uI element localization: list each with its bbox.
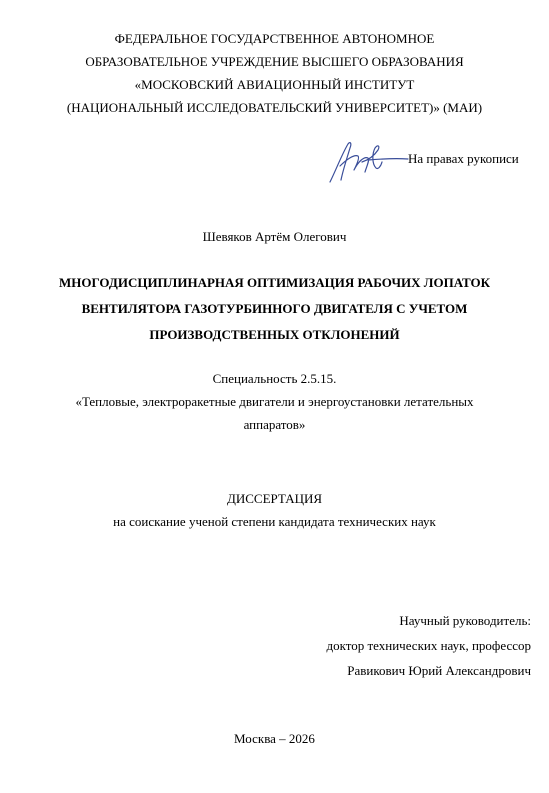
- manuscript-note: На правах рукописи: [408, 151, 519, 166]
- city-year-text: Москва – 2026: [234, 731, 315, 746]
- dissertation-heading: ДИССЕРТАЦИЯ: [226, 491, 323, 506]
- supervisor-role: Научный руководитель:: [399, 613, 531, 628]
- author-name: [0, 225, 549, 248]
- organization-header: [0, 27, 549, 119]
- specialty-line: «Тепловые, электроракетные двигатели и энергоустановки летательных: [75, 394, 474, 409]
- supervisor-block: [326, 608, 531, 683]
- organization-line: (НАЦИОНАЛЬНЫЙ ИССЛЕДОВАТЕЛЬСКИЙ УНИВЕРСИТЕТ)» (МАИ): [66, 100, 483, 115]
- dissertation-title: [0, 270, 549, 348]
- city-year: [0, 727, 549, 750]
- specialty-line: Специальность 2.5.15.: [212, 371, 337, 386]
- author-name-text: Шевяков Артём Олегович: [202, 229, 347, 244]
- specialty-block: [0, 367, 549, 436]
- title-line: ВЕНТИЛЯТОРА ГАЗОТУРБИННОГО ДВИГАТЕЛЯ С УЧЕТОМ: [81, 301, 468, 316]
- dissertation-subtitle: на соискание ученой степени кандидата технических наук: [113, 514, 436, 529]
- organization-line: «МОСКОВСКИЙ АВИАЦИОННЫЙ ИНСТИТУТ: [134, 77, 415, 92]
- organization-line: ОБРАЗОВАТЕЛЬНОЕ УЧРЕЖДЕНИЕ ВЫСШЕГО ОБРАЗОВАНИЯ: [85, 54, 464, 69]
- dissertation-block: [0, 487, 549, 533]
- title-line: МНОГОДИСЦИПЛИНАРНАЯ ОПТИМИЗАЦИЯ РАБОЧИХ ЛОПАТОК: [58, 275, 490, 290]
- supervisor-name: Равикович Юрий Александрович: [347, 663, 531, 678]
- title-line: ПРОИЗВОДСТВЕННЫХ ОТКЛОНЕНИЙ: [149, 327, 400, 342]
- organization-line: ФЕДЕРАЛЬНОЕ ГОСУДАРСТВЕННОЕ АВТОНОМНОЕ: [114, 31, 435, 46]
- specialty-line: аппаратов»: [243, 417, 306, 432]
- signature-icon: [328, 140, 410, 186]
- supervisor-degree: доктор технических наук, профессор: [326, 638, 531, 653]
